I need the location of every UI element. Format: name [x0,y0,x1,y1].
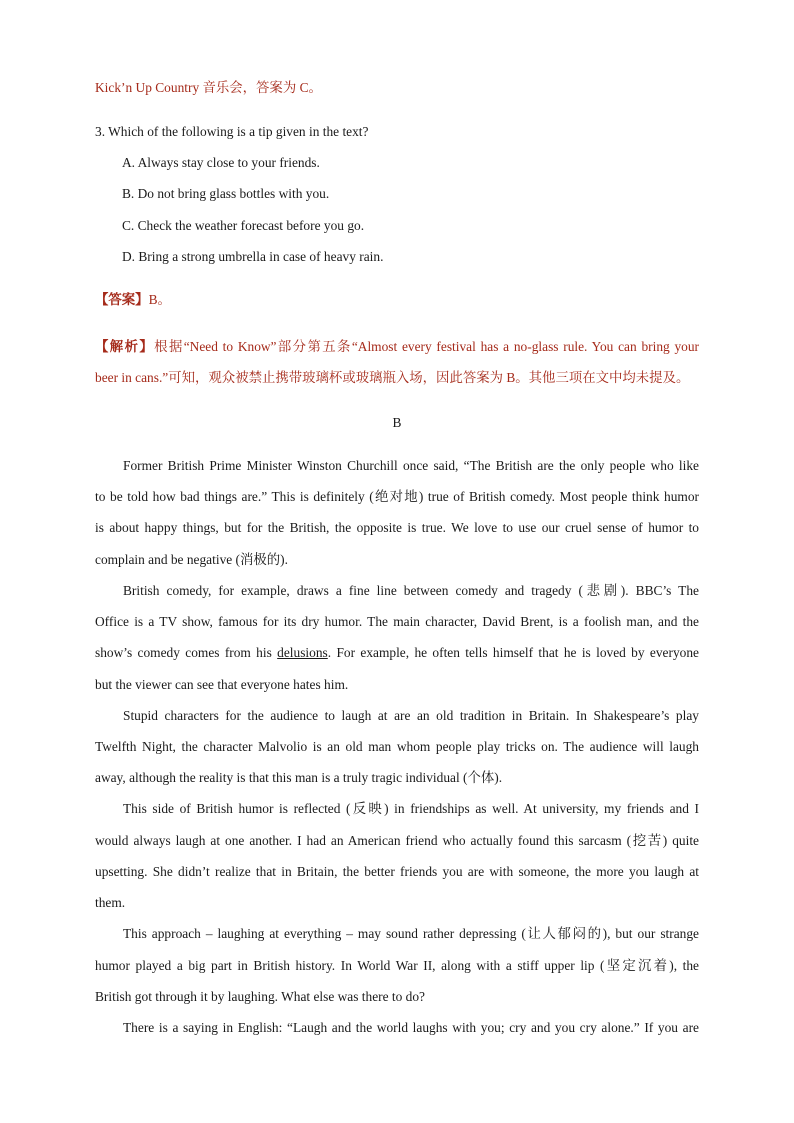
passage-line-19: There is a saying in English: “Laugh and the world laughs with you; cry and you cry alone.” If you are [123,1020,699,1035]
passage-text: . For example, he often tells himself that he is loved by everyone [327,645,699,660]
passage-line-11: away, although the reality is that this man is a truly tragic individual (个体). [95,770,503,785]
analysis-text-1: 根据“Need to Know”部分第五条“Almost every festival has a no-glass rule. You can bring your [154,339,699,354]
passage-line-18: British got through it by laughing. What else was there to do? [95,989,425,1004]
answer-line [95,291,171,309]
answer-tag: 【答案】 [95,292,149,307]
passage-line-7 [95,644,699,662]
previous-answer-tail: Kick’n Up Country 音乐会，答案为 C。 [95,80,322,95]
passage-line-5: British comedy, for example, draws a fine line between comedy and tragedy (悲剧). BBC’s The [123,583,699,598]
passage-line-14: upsetting. She didn’t realize that in Britain, the better friends you are with someone, the more you laugh at [95,864,699,879]
passage-line-3: is about happy things, but for the British, the opposite is true. We love to use our cruel sense of humor to [95,520,699,535]
passage-line-10: Twelfth Night, the character Malvolio is an old man whom people play tricks on. The audience will laugh [95,739,699,754]
passage-line-4: complain and be negative (消极的). [95,552,288,567]
passage-text: show’s comedy comes from his [95,645,272,660]
passage-line-16: This approach – laughing at everything – may sound rather depressing (让人郁闷的), but our strange [123,926,699,941]
section-heading: B [392,415,402,430]
passage-line-17: humor played a big part in British history. In World War II, along with a stiff upper lip (坚定沉着), the [95,958,699,973]
option-b: B. Do not bring glass bottles with you. [122,186,330,201]
analysis-tag: 【解析】 [95,339,155,354]
analysis-line-1 [95,338,699,356]
passage-line-1: Former British Prime Minister Winston Churchill once said, “The British are the only people who like [123,458,699,473]
analysis-line-2: beer in cans.”可知，观众被禁止携带玻璃杯或玻璃瓶入场，因此答案为 B。其他三项在文中均未提及。 [95,370,690,385]
passage-line-15: them. [95,895,126,910]
passage-line-12: This side of British humor is reflected (反映) in friendships as well. At university, my friends and I [123,801,699,816]
passage-line-8: but the viewer can see that everyone hates him. [95,677,349,692]
passage-line-2: to be told how bad things are.” This is definitely (绝对地) true of British comedy. Most people think humor [95,489,699,504]
option-a: A. Always stay close to your friends. [122,155,320,170]
option-c: C. Check the weather forecast before you go. [122,218,365,233]
passage-line-13: would always laugh at one another. I had an American friend who actually found this sarcasm (挖苦) quite [95,833,699,848]
underlined-word-delusions: delusions [277,645,328,660]
question-stem: 3. Which of the following is a tip given in the text? [95,124,369,139]
option-d: D. Bring a strong umbrella in case of heavy rain. [122,249,384,264]
passage-line-6: Office is a TV show, famous for its dry humor. The main character, David Brent, is a foolish man, and the [95,614,699,629]
answer-value: B。 [148,292,171,307]
passage-line-9: Stupid characters for the audience to laugh at are an old tradition in Britain. In Shakespeare’s play [123,708,699,723]
